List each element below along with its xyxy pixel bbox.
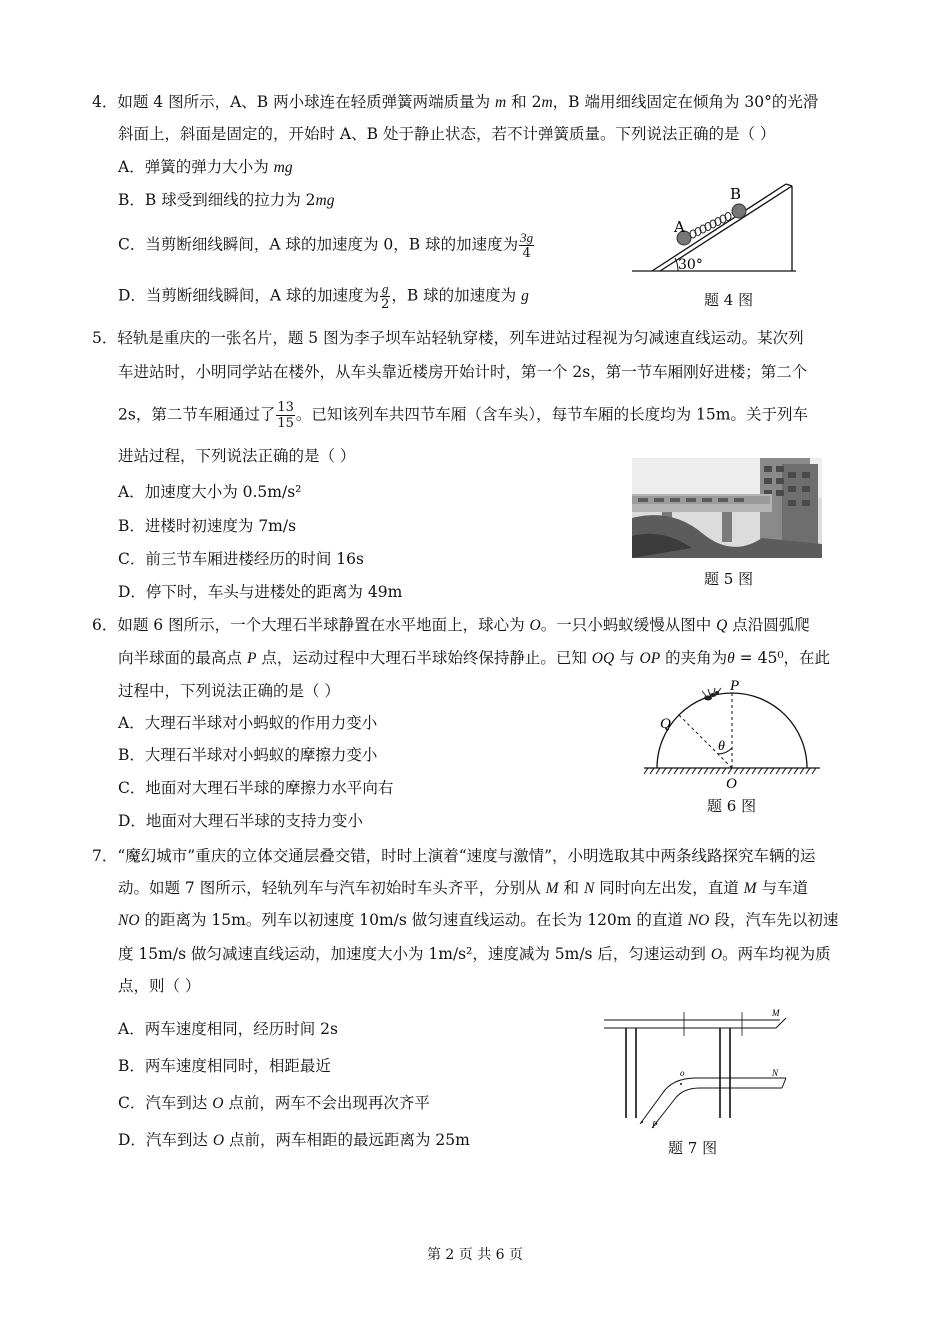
- q5-line-1: 5．轻轨是重庆的一张名片，题 5 图为李子坝车站轻轨穿楼，列车进站过程视为匀减速直线运动。某次列: [92, 329, 804, 347]
- fraction: $\frac{3g}{4}$: [520, 230, 534, 261]
- label-p: P: [652, 1120, 658, 1130]
- label-n: N: [772, 1068, 779, 1078]
- q4-line-1: 4．如题 4 图所示，A、B 两小球连在轻质弹簧两端质量为 m 和 2m，B 端用细线固定在倾角为 30°的光滑: [92, 93, 819, 111]
- q4-option-a: A．弹簧的弹力大小为 mg: [118, 158, 293, 176]
- label-b: B: [730, 185, 742, 203]
- ant-icon: [702, 688, 721, 701]
- label-o: O: [726, 776, 737, 792]
- q6-option-d: D．地面对大理石半球的支持力变小: [118, 812, 363, 830]
- label-m: M: [772, 1008, 780, 1018]
- q4-line-2: 斜面上，斜面是固定的，开始时 A、B 处于静止状态，若不计弹簧质量。下列说法正确的是（ ）: [118, 125, 776, 143]
- q6-option-a: A．大理石半球对小蚂蚁的作用力变小: [118, 714, 378, 732]
- q4-incline-figure: [626, 176, 804, 276]
- ball-b: [732, 204, 746, 218]
- q7-option-d: D．汽车到达 O 点前，两车相距的最远距离为 25m: [118, 1131, 470, 1149]
- q4-option-d: D．当剪断细线瞬间，A 球的加速度为 $\frac{g}{2}$ ，B 球的加速度为 g: [118, 281, 529, 312]
- q6-line-2: 向半球面的最高点 P 点，运动过程中大理石半球始终保持静止。已知 OQ 与 OP 的夹角为θ = 45⁰，在此: [118, 649, 831, 667]
- q5-line-4: 进站过程，下列说法正确的是（ ）: [118, 447, 356, 465]
- q6-hemisphere-figure: [642, 680, 822, 792]
- q7-option-b: B．两车速度相同时，相距最近: [118, 1057, 331, 1075]
- q5-photo-light-rail: [632, 458, 822, 558]
- q7-line-5: 点，则（ ）: [118, 977, 201, 995]
- page-footer: 第 2 页 共 6 页: [426, 1247, 524, 1263]
- q7-line-4: 度 15m/s 做匀减速直线运动，加速度大小为 1m/s²，速度减为 5m/s 后，匀速运动到 O。两车均视为质: [118, 945, 831, 963]
- q5-option-c: C．前三节车厢进楼经历的时间 16s: [118, 550, 364, 568]
- label-p: P: [730, 680, 740, 694]
- label-theta: θ: [718, 739, 725, 754]
- q6-caption: 题 6 图: [707, 797, 757, 815]
- q5-caption: 题 5 图: [704, 570, 754, 588]
- q6-line-1: 6．如题 6 图所示，一个大理石半球静置在水平地面上，球心为 O。一只小蚂蚁缓慢从图中 Q 点沿圆弧爬: [92, 616, 810, 634]
- q4-option-b: B．B 球受到细线的拉力为 2mg: [118, 191, 335, 209]
- q7-caption: 题 7 图: [668, 1139, 718, 1157]
- q6-option-b: B．大理石半球对小蚂蚁的摩擦力变小: [118, 746, 378, 764]
- q7-line-2: 动。如题 7 图所示，轻轨列车与汽车初始时车头齐平，分别从 M 和 N 同时向左出发，直道 M 与车道: [118, 879, 808, 897]
- label-q: Q: [660, 716, 671, 732]
- q5-option-d: D．停下时，车头与进楼处的距离为 49m: [118, 583, 403, 601]
- q5-option-b: B．进楼时初速度为 7m/s: [118, 517, 297, 535]
- q7-option-a: A．两车速度相同，经历时间 2s: [118, 1020, 338, 1038]
- q7-option-c: C．汽车到达 O 点前，两车不会出现再次齐平: [118, 1094, 430, 1112]
- q4-option-c: C．当剪断细线瞬间，A 球的加速度为 0，B 球的加速度为 $\frac{3g}{4}$: [118, 230, 534, 261]
- spring: [690, 213, 731, 239]
- fraction: $\frac{g}{2}$: [381, 281, 390, 312]
- q4-caption: 题 4 图: [704, 291, 754, 309]
- q6-option-c: C．地面对大理石半球的摩擦力水平向右: [118, 779, 394, 797]
- angle-label: 30°: [678, 257, 703, 273]
- label-a: A: [674, 218, 685, 236]
- q5-line-3: 2s，第二节车厢通过了 $\frac{13}{15}$ 。已知该列车共四节车厢（含车头），每节车厢的长度均为 15m。关于列车: [118, 400, 808, 431]
- q7-road-figure: [600, 1006, 790, 1134]
- label-o: o: [680, 1068, 685, 1078]
- fraction: $\frac{13}{15}$: [277, 400, 294, 431]
- q5-line-2: 车进站时，小明同学站在楼外，从车头靠近楼房开始计时，第一个 2s，第一节车厢刚好进楼；第二个: [118, 363, 808, 381]
- q6-line-3: 过程中，下列说法正确的是（ ）: [118, 682, 340, 700]
- q7-line-3: NO 的距离为 15m。列车以初速度 10m/s 做匀速直线运动。在长为 120m 的直道 NO 段，汽车先以初速: [118, 911, 839, 929]
- q7-line-1: 7．“魔幻城市”重庆的立体交通层叠交错，时时上演着“速度与激情”，小明选取其中两条线路探究车辆的运: [92, 847, 816, 865]
- q5-option-a: A．加速度大小为 0.5m/s²: [118, 483, 302, 501]
